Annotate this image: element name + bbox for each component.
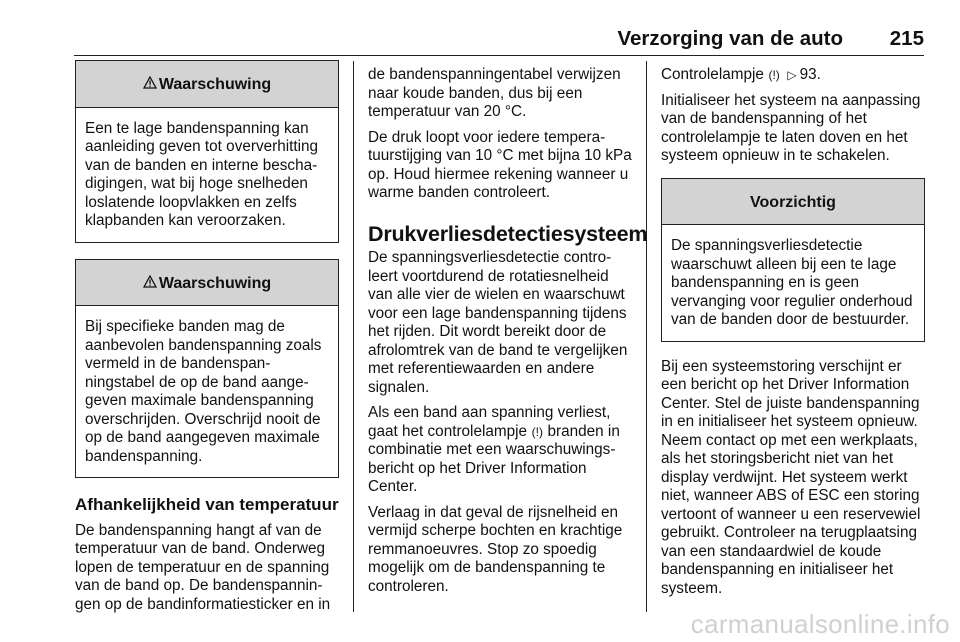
- column-2: [368, 66, 648, 603]
- warning-text: Een te lage bandenspanning kan aanleiding geven tot oververhitting van de banden en interne beschadigingen, wat bij hoge snelheden loslatende loopvlakken en zelfs klapbanden kan veroorzaken.: [85, 119, 319, 229]
- warning-triangle-icon: [143, 275, 157, 294]
- caution-text: De spanningsverliesdetectie waarschuwt alleen bij een te lage bandenspanning en is geen vervanging voor regulier onderhoud van de banden door de bestuurder.: [671, 237, 913, 328]
- warning-title: Waarschuwing: [158, 76, 272, 93]
- warning-box-header: [76, 260, 338, 307]
- paragraph: De spanningsverliesdetectie controleert voortdurend de rotatiesnelheid van alle vier de wielen en waarschuwt voor een lage bandenspanning tijdens het rijden. Dit wordt bereikt door de afrolomtrek van de band te vergelijken met referentiewaarden en andere signalen.: [368, 249, 628, 396]
- caution-box-header: Voorzichtig: [662, 179, 924, 226]
- column-divider: [353, 61, 354, 612]
- warning-box: [75, 60, 339, 243]
- column-3: [661, 66, 925, 605]
- lamp-page-ref: 93.: [799, 66, 821, 83]
- paragraph: de bandenspanningentabel verwijzen naar koude banden, dus bij een temperatuur van 20 °C.: [368, 66, 621, 120]
- page-reference-icon: ▷: [787, 68, 797, 82]
- paragraph: Bij een systeemstoring verschijnt er een bericht op het Driver Information Center. Stel de juiste bandenspanning in en initialiseer het systeem opnieuw. Neem contact op met een werkplaats, als het storingsbericht niet van het display verdwijnt. Het systeem werkt niet, wanneer ABS of ESC een storing vertoont of wanneer u een reservewiel gebruikt. Controleer na terugplaatsing van een standaardwiel de koude bandenspanning en initialiseer het systeem.: [661, 357, 921, 597]
- warning-box: [75, 259, 339, 479]
- lamp-reference: [661, 66, 925, 85]
- warning-triangle-icon: [143, 76, 157, 95]
- paragraph: De bandenspanning hangt af van de temperatuur van de band. Onderweg lopen de temperatuur en de spanning van de band op. De bandenspanningen op de bandinformatiesticker en in: [75, 521, 331, 613]
- section-heading: Afhankelijkheid van temperatuur: [75, 495, 339, 514]
- tyre-pressure-warning-icon: (!): [531, 424, 543, 439]
- caution-box: [661, 178, 925, 342]
- paragraph: De druk loopt voor iedere temperatuurstijging van 10 °C met bijna 10 kPa op. Houd hiermee rekening wanneer u warme banden controleert.: [368, 128, 632, 201]
- section-heading: Drukverliesdetectiesysteem: [368, 221, 648, 246]
- header-rule: [74, 55, 924, 56]
- warning-box-header: [76, 61, 338, 108]
- page-number: 215: [889, 27, 924, 50]
- warning-title: Waarschuwing: [158, 274, 272, 292]
- lamp-label: Controlelampje: [661, 66, 764, 83]
- watermark: carmanualsonline.info: [690, 609, 950, 639]
- paragraph-part: Als een band aan spanning verliest, gaat het controlelampje: [368, 404, 611, 440]
- paragraph: Initialiseer het systeem na aanpassing van de bandenspanning of het controlelampje te laten doven en het systeem opnieuw in te schakelen.: [661, 91, 921, 164]
- paragraph: Verlaag in dat geval de rijsnelheid en vermijd scherpe bochten en krachtige remmanoeuvres. Stop zo spoedig mogelijk om de bandenspanning te controleren.: [368, 503, 623, 595]
- paragraph: [368, 404, 634, 497]
- paragraph-part: branden in combinatie met een waarschuwingsbericht op het Driver Information Center.: [368, 422, 620, 495]
- warning-text: Bij specifieke banden mag de aanbevolen bandenspanning zoals vermeld in de bandenspanningstabel de op de band aangegeven maximale bandenspanning overschrijden. Overschrijd nooit de op de band aangegeven maximale bandenspanning.: [85, 318, 322, 465]
- column-divider: [646, 61, 647, 612]
- column-1: [75, 60, 339, 621]
- page-title: Verzorging van de auto: [617, 27, 843, 50]
- page-header: [0, 0, 960, 54]
- tyre-pressure-warning-icon: (!): [768, 68, 780, 82]
